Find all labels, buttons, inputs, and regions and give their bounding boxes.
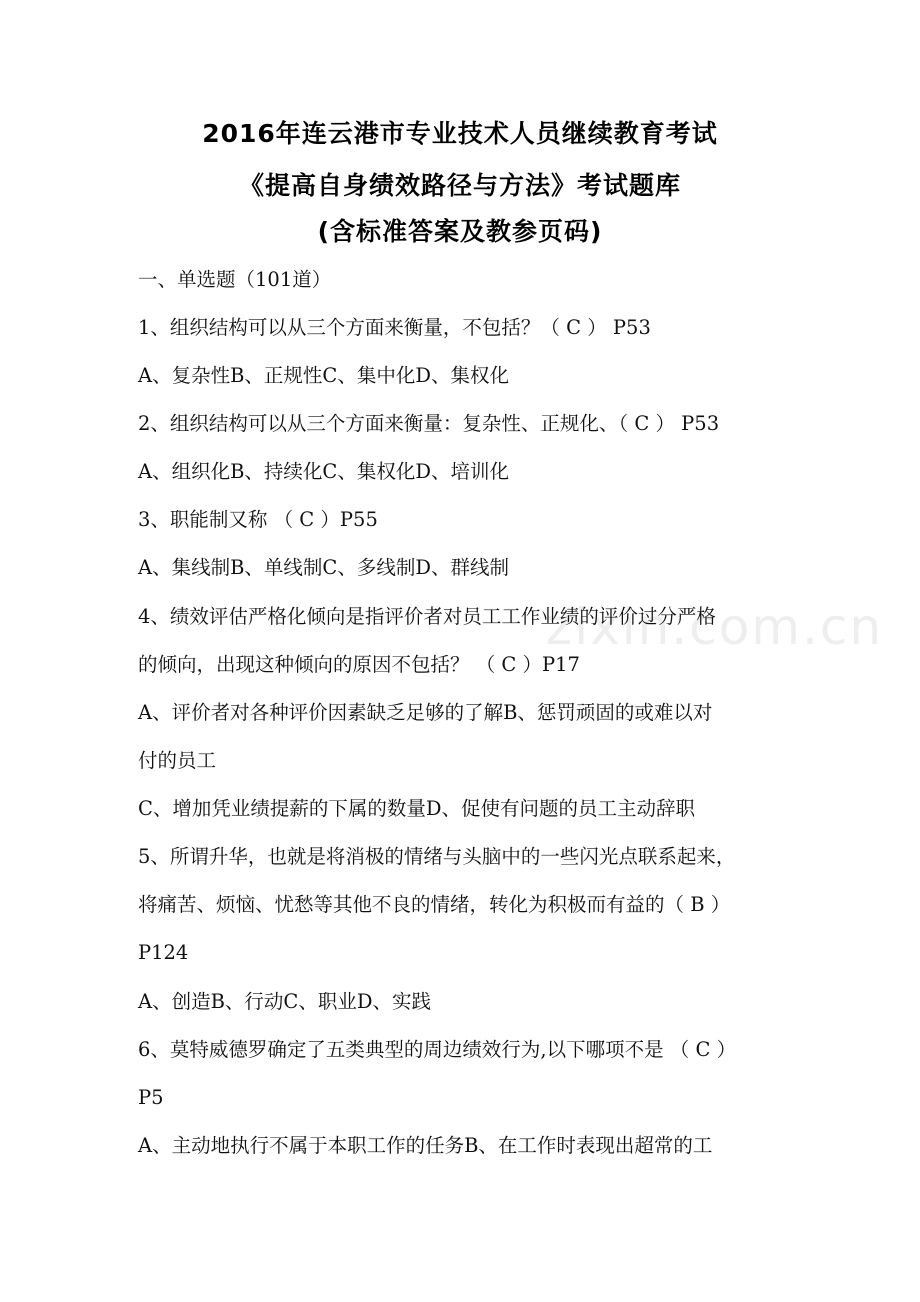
document-subtitle: 《提高自身绩效路径与方法》考试题库 — [238, 171, 681, 200]
answer-options-continued: 付的员工 — [138, 749, 217, 772]
question-text: 5、所谓升华，也就是将消极的情绪与头脑中的一些闪光点联系起来， — [138, 845, 736, 868]
page-reference: P124 — [138, 941, 189, 964]
question-text: 1、组织结构可以从三个方面来衡量，不包括？（ C ） P53 — [138, 316, 651, 339]
question-text: 3、职能制又称 （ C ）P55 — [138, 508, 378, 531]
watermark: zixin.com.cn — [546, 598, 884, 656]
answer-options: A、组织化B、持续化C、集权化D、培训化 — [138, 460, 509, 483]
question-text-continued: 将痛苦、烦恼、忧愁等其他不良的情绪，转化为积极而有益的（ B ） — [138, 893, 731, 916]
answer-options: A、创造B、行动C、职业D、实践 — [138, 990, 431, 1013]
document-title: 2016年连云港市专业技术人员继续教育考试 — [202, 119, 718, 148]
question-text: 2、组织结构可以从三个方面来衡量：复杂性、正规化、（ C ） P53 — [138, 412, 720, 435]
question-text-continued: 的倾向，出现这种倾向的原因不包括？ （ C ）P17 — [138, 653, 580, 676]
answer-options: A、复杂性B、正规性C、集中化D、集权化 — [138, 364, 509, 387]
document-subtitle-note: (含标准答案及教参页码) — [317, 217, 603, 246]
answer-options: A、集线制B、单线制C、多线制D、群线制 — [138, 556, 509, 579]
question-text: 6、莫特威德罗确定了五类典型的周边绩效行为,以下哪项不是 （ C ） — [138, 1038, 737, 1061]
answer-options: A、主动地执行不属于本职工作的任务B、在工作时表现出超常的工 — [138, 1134, 713, 1157]
page-reference: P5 — [138, 1086, 164, 1109]
answer-options: A、评价者对各种评价因素缺乏足够的了解B、惩罚顽固的或难以对 — [138, 701, 713, 724]
question-text: 4、绩效评估严格化倾向是指评价者对员工工作业绩的评价过分严格 — [138, 605, 716, 628]
section-heading: 一、单选题（101道） — [138, 268, 332, 291]
answer-options: C、增加凭业绩提薪的下属的数量D、促使有问题的员工主动辞职 — [138, 797, 696, 820]
